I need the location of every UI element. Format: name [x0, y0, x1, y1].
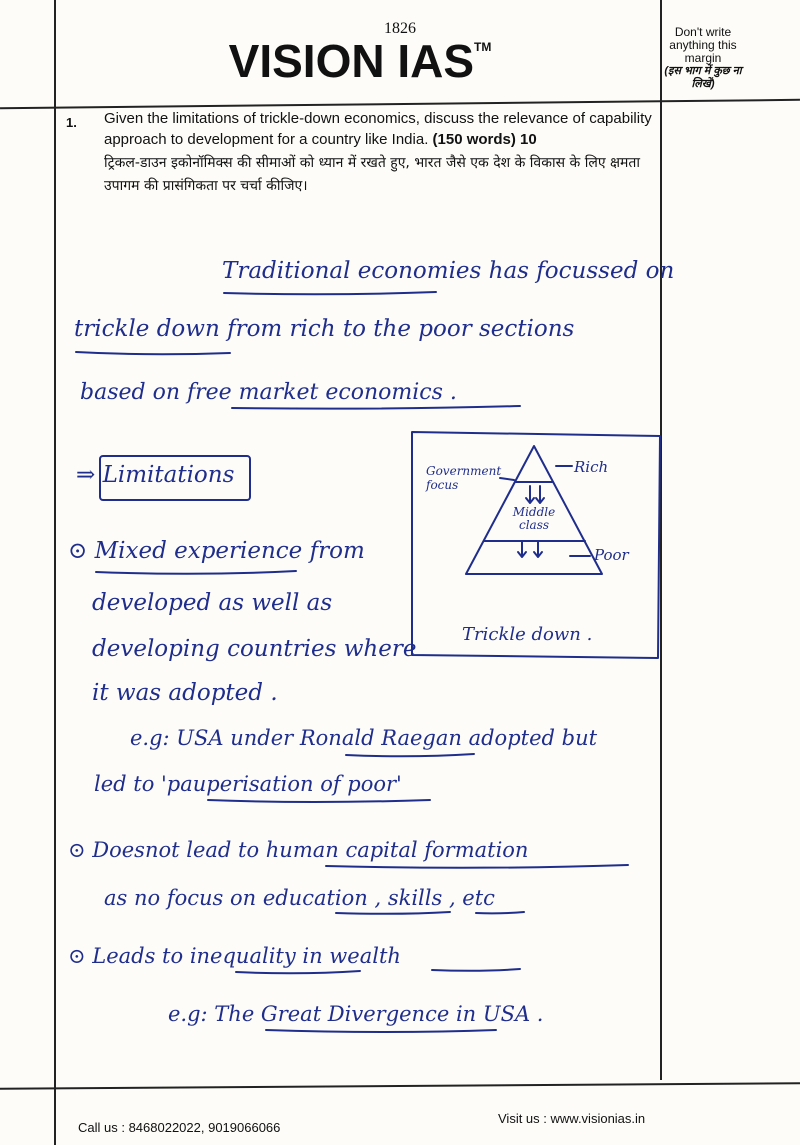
underline-human-capital [326, 865, 628, 868]
intro-line-3: based on free market economics . [80, 380, 457, 405]
underline-inequality [236, 971, 360, 973]
underline-mixed-experience [96, 571, 296, 574]
underline-great-divergence [266, 1030, 496, 1032]
point2-line-1: ⊙ Doesnot lead to human capital formation [68, 838, 529, 862]
underline-trickle-down [76, 352, 230, 354]
diagram-label-middle-class: Middle class [512, 505, 556, 532]
left-margin-line [54, 0, 56, 1145]
underline-traditional-economies [224, 292, 436, 294]
underline-skills [476, 912, 524, 913]
question-marks: (150 words) 10 [432, 131, 537, 148]
diagram-caption: Trickle down . [462, 624, 593, 645]
arrow-down-2 [536, 486, 544, 503]
underline-pauperisation [208, 800, 430, 802]
margin-note-english: Don't write anything this margin [669, 25, 737, 65]
margin-note-hindi: (इस भाग में कुछ ना लिखें) [664, 65, 742, 90]
footer-divider [0, 1082, 800, 1090]
point1-line-2: developed as well as [92, 590, 333, 616]
underline-education [336, 912, 450, 914]
intro-line-2: trickle down from rich to the poor sections [74, 316, 575, 342]
diagram-label-rich: Rich [574, 458, 609, 476]
right-margin-line [660, 0, 662, 1080]
point1-example-2: led to 'pauperisation of poor' [94, 772, 402, 796]
point3-line-1: ⊙ Leads to inequality in wealth [68, 944, 401, 968]
brand-logo [215, 34, 505, 88]
underline-wealth [432, 969, 520, 971]
arrow-down-1 [526, 486, 534, 503]
arrow-govt-focus [500, 478, 514, 480]
point1-line-3: developing countries where [92, 636, 417, 662]
diagram-label-poor: Poor [594, 546, 629, 564]
question-text-english [104, 108, 652, 150]
point3-example: e.g: The Great Divergence in USA . [168, 1002, 544, 1026]
point1-line-4: it was adopted . [92, 680, 278, 706]
limitations-heading: ⇒ Limitations [76, 462, 235, 488]
margin-note [664, 26, 742, 91]
arrow-down-4 [534, 542, 542, 557]
underline-free-market [232, 406, 520, 409]
diagram-label-govt-focus: Government focus [426, 464, 502, 492]
question-number: 1. [66, 115, 77, 130]
trademark: TM [474, 40, 492, 54]
question-text-hindi: ट्रिकल-डाउन इकोनॉमिक्स की सीमाओं को ध्यान में रखते हुए, भारत जैसे एक देश के विकास के लिए क्षमता उपागम की प्रासंगिकता पर चर्चा कीजिए। [104, 155, 641, 194]
question-body: Given the limitations of trickle-down economics, discuss the relevance of capability approach to development for a country like India. [104, 110, 652, 148]
brand-name: VISION IAS [228, 35, 475, 87]
footer-call: Call us : 8468022022, 9019066066 [78, 1120, 281, 1135]
underline-ronald-raegan [346, 754, 474, 756]
arrow-down-3 [518, 542, 526, 557]
footer-visit: Visit us : www.visionias.in [498, 1111, 646, 1126]
point1-line-1: ⊙ Mixed experience from [68, 538, 365, 564]
point1-example-1: e.g: USA under Ronald Raegan adopted but [130, 726, 598, 750]
intro-line-1: Traditional economies has focussed on [222, 258, 675, 284]
point2-line-2: as no focus on education , skills , etc [104, 886, 495, 910]
page-number: 1826 [384, 20, 416, 37]
